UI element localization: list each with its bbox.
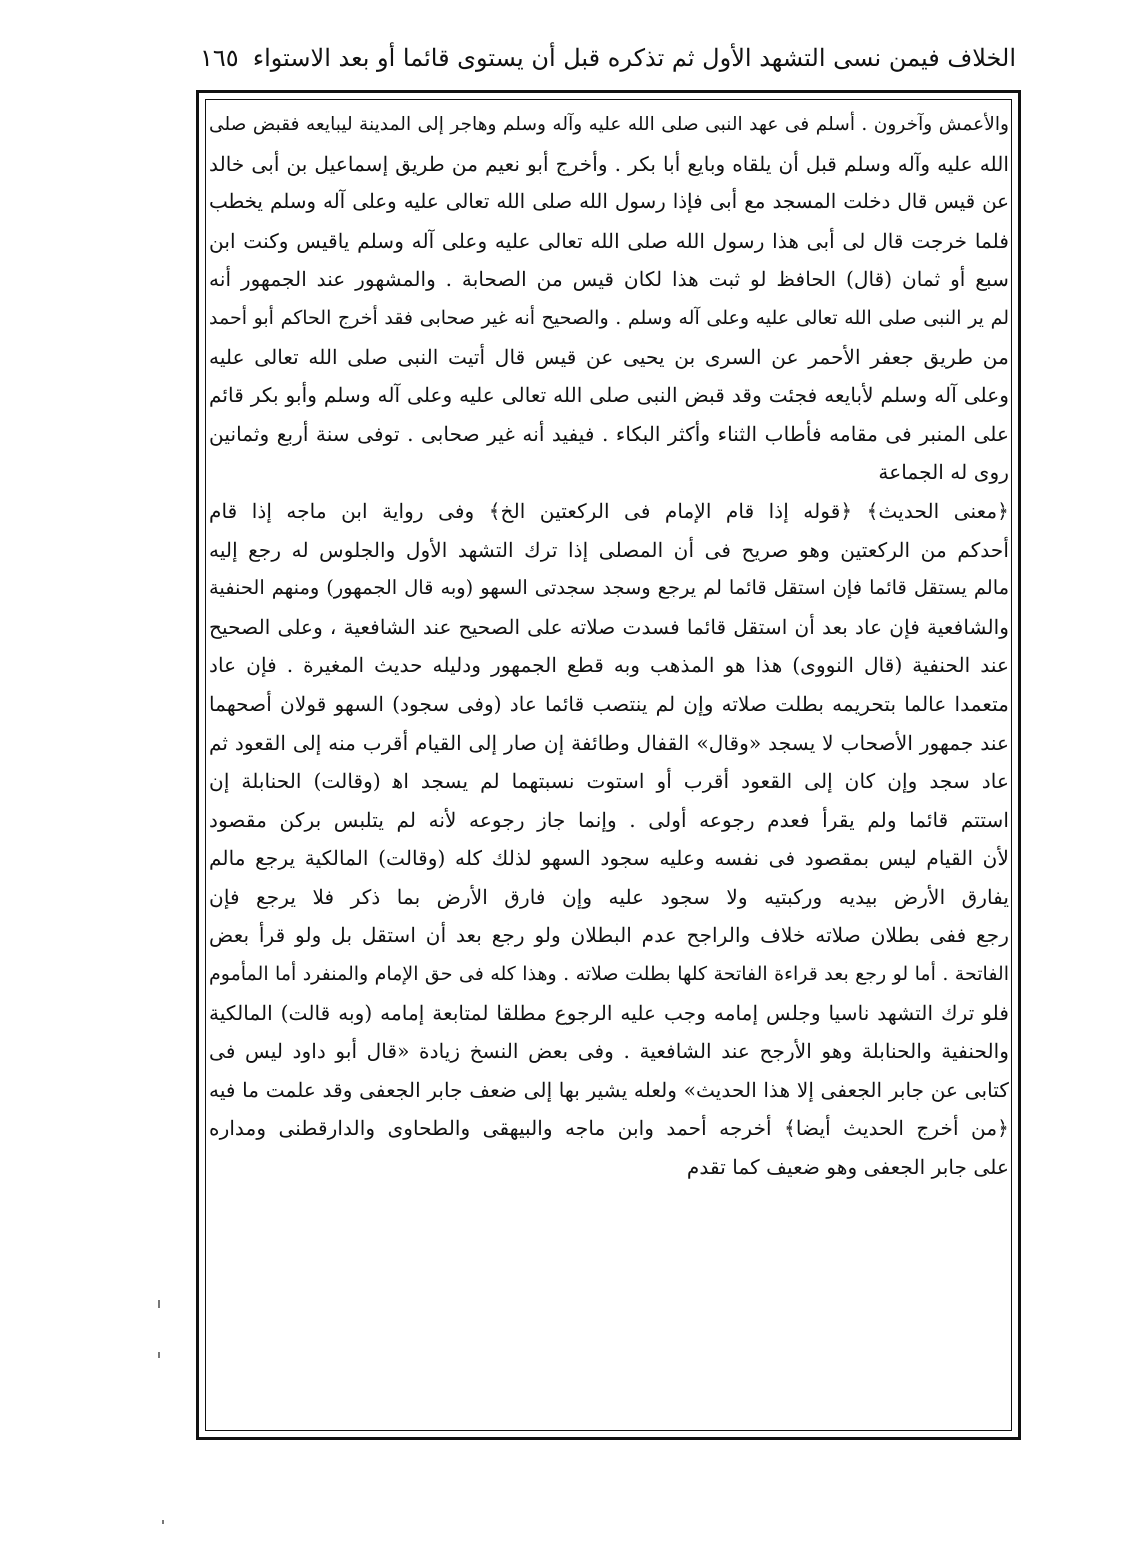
- running-head-title: الخلاف فيمن نسى التشهد الأول ثم تذكره قبل أن يستوى قائما أو بعد الاستواء: [252, 44, 1016, 72]
- text-line: فلو ترك التشهد ناسيا وجلس إمامه وجب عليه الرجوع مطلقا لمتابعة إمامه (وبه قالت) المالكية: [209, 1000, 1009, 1025]
- scan-edge-mark: [162, 1520, 164, 1524]
- text-line: عند الحنفية (قال النووى) هذا هو المذهب وبه قطع الجمهور ودليله حديث المغيرة . فإن عاد: [209, 653, 1009, 678]
- text-line: روى له الجماعة: [878, 460, 1009, 485]
- text-line: من طريق جعفر الأحمر عن السرى بن يحيى عن قيس قال أتيت النبى صلى الله تعالى عليه: [209, 344, 1009, 369]
- text-line: مالم يستقل قائما فإن استقل قائما لم يرجع وسجد سجدتى السهو (وبه قال الجمهور) ومنهم الحنفية: [209, 576, 1010, 600]
- text-line: رجع ففى بطلان صلاته خلاف والراجح عدم البطلان ولو رجع بعد أن استقل بل ولو قرأ بعض: [209, 923, 1009, 948]
- running-head: [200, 34, 1016, 82]
- text-line: عن قيس قال دخلت المسجد مع أبى فإذا رسول الله صلى الله تعالى عليه وعلى آله وسلم يخطب: [209, 190, 1009, 214]
- text-line: متعمدا عالما بتحريمه بطلت صلاته وإن لم ينتصب قائما عاد (وفى سجود) السهو قولان أصحهما: [209, 691, 1009, 716]
- text-line: الله عليه وآله وسلم قبل أن يلقاه وبايع أبا بكر . وأخرج أبو نعيم من طريق إسماعيل بن أبى خالد: [209, 151, 1009, 176]
- text-line: عاد سجد وإن كان إلى القعود أقرب أو استوت نسبتهما لم يسجد اه‍ (وقالت) الحنابلة إن: [209, 769, 1009, 794]
- page-number: ١٦٥: [200, 44, 239, 72]
- text-line: سبع أو ثمان (قال) الحافظ لو ثبت هذا لكان قيس من الصحابة . والمشهور عند الجمهور أنه: [209, 267, 1009, 292]
- text-line: عند جمهور الأصحاب لا يسجد «وقال» القفال وطائفة إن صار إلى القيام أقرب منه إلى القعود ثم: [209, 730, 1009, 755]
- body-text: [205, 106, 1013, 1187]
- text-line: فلما خرجت قال لى أبى هذا رسول الله صلى الله تعالى عليه وعلى آله وسلم ياقيس وكنت ابن: [209, 228, 1009, 253]
- text-line: والحنفية والحنابلة وهو الأرجح عند الشافعية . وفى بعض النسخ زيادة «قال أبو داود ليس فى: [209, 1039, 1009, 1064]
- scan-edge-mark: [158, 1300, 160, 1308]
- text-line: كتابى عن جابر الجعفى إلا هذا الحديث» ولعله يشير بها إلى ضعف جابر الجعفى وقد علمت ما فيه: [209, 1077, 1009, 1102]
- section-heading-line: ﴿معنى الحديث﴾ ﴿قوله إذا قام الإمام فى الركعتين الخ﴾ وفى رواية ابن ماجه إذا قام: [209, 498, 1009, 523]
- text-line: والأعمش وآخرون . أسلم فى عهد النبى صلى الله عليه وآله وسلم وهاجر إلى المدينة ليبايعه فقبض صلى: [209, 114, 1009, 135]
- text-line: الفاتحة . أما لو رجع بعد قراءة الفاتحة كلها بطلت صلاته . وهذا كله فى حق الإمام والمنفرد أما المأموم: [209, 963, 1009, 986]
- text-line: يفارق الأرض بيديه وركبتيه ولا سجود عليه وإن فارق الأرض بما ذكر فلا يرجع فإن: [209, 884, 1009, 909]
- text-line: والشافعية فإن عاد بعد أن استقل قائما فسدت صلاته على الصحيح عند الشافعية ، وعلى الصحيح: [209, 614, 1009, 639]
- section-heading-line: ﴿من أخرج الحديث أيضا﴾ أخرجه أحمد وابن ماجه والبيهقى والطحاوى والدارقطنى ومداره: [209, 1116, 1009, 1141]
- text-line: على جابر الجعفى وهو ضعيف كما تقدم: [686, 1155, 1009, 1180]
- text-line: وعلى آله وسلم لأبايعه فجئت وقد قبض النبى صلى الله تعالى عليه وعلى آله وسلم وأبو بكر قائم: [209, 383, 1009, 408]
- text-line: لم ير النبى صلى الله تعالى عليه وعلى آله وسلم . والصحيح أنه غير صحابى فقد أخرج الحاكم أبو أحمد: [209, 306, 1009, 329]
- text-line: استتم قائما ولم يقرأ فعدم رجوعه أولى . وإنما جاز رجوعه لأنه لم يتلبس بركن مقصود: [209, 807, 1009, 832]
- text-line: لأن القيام ليس بمقصود فى نفسه وعليه سجود السهو لذلك كله (وقالت) المالكية يرجع مالم: [209, 846, 1009, 871]
- scan-edge-mark: [158, 1352, 160, 1358]
- text-line: أحدكم من الركعتين وهو صريح فى أن المصلى إذا ترك التشهد الأول والجلوس له رجع إليه: [209, 537, 1009, 562]
- text-line: على المنبر فى مقامه فأطاب الثناء وأكثر البكاء . فيفيد أنه غير صحابى . توفى سنة أربع وثمانين: [209, 421, 1009, 446]
